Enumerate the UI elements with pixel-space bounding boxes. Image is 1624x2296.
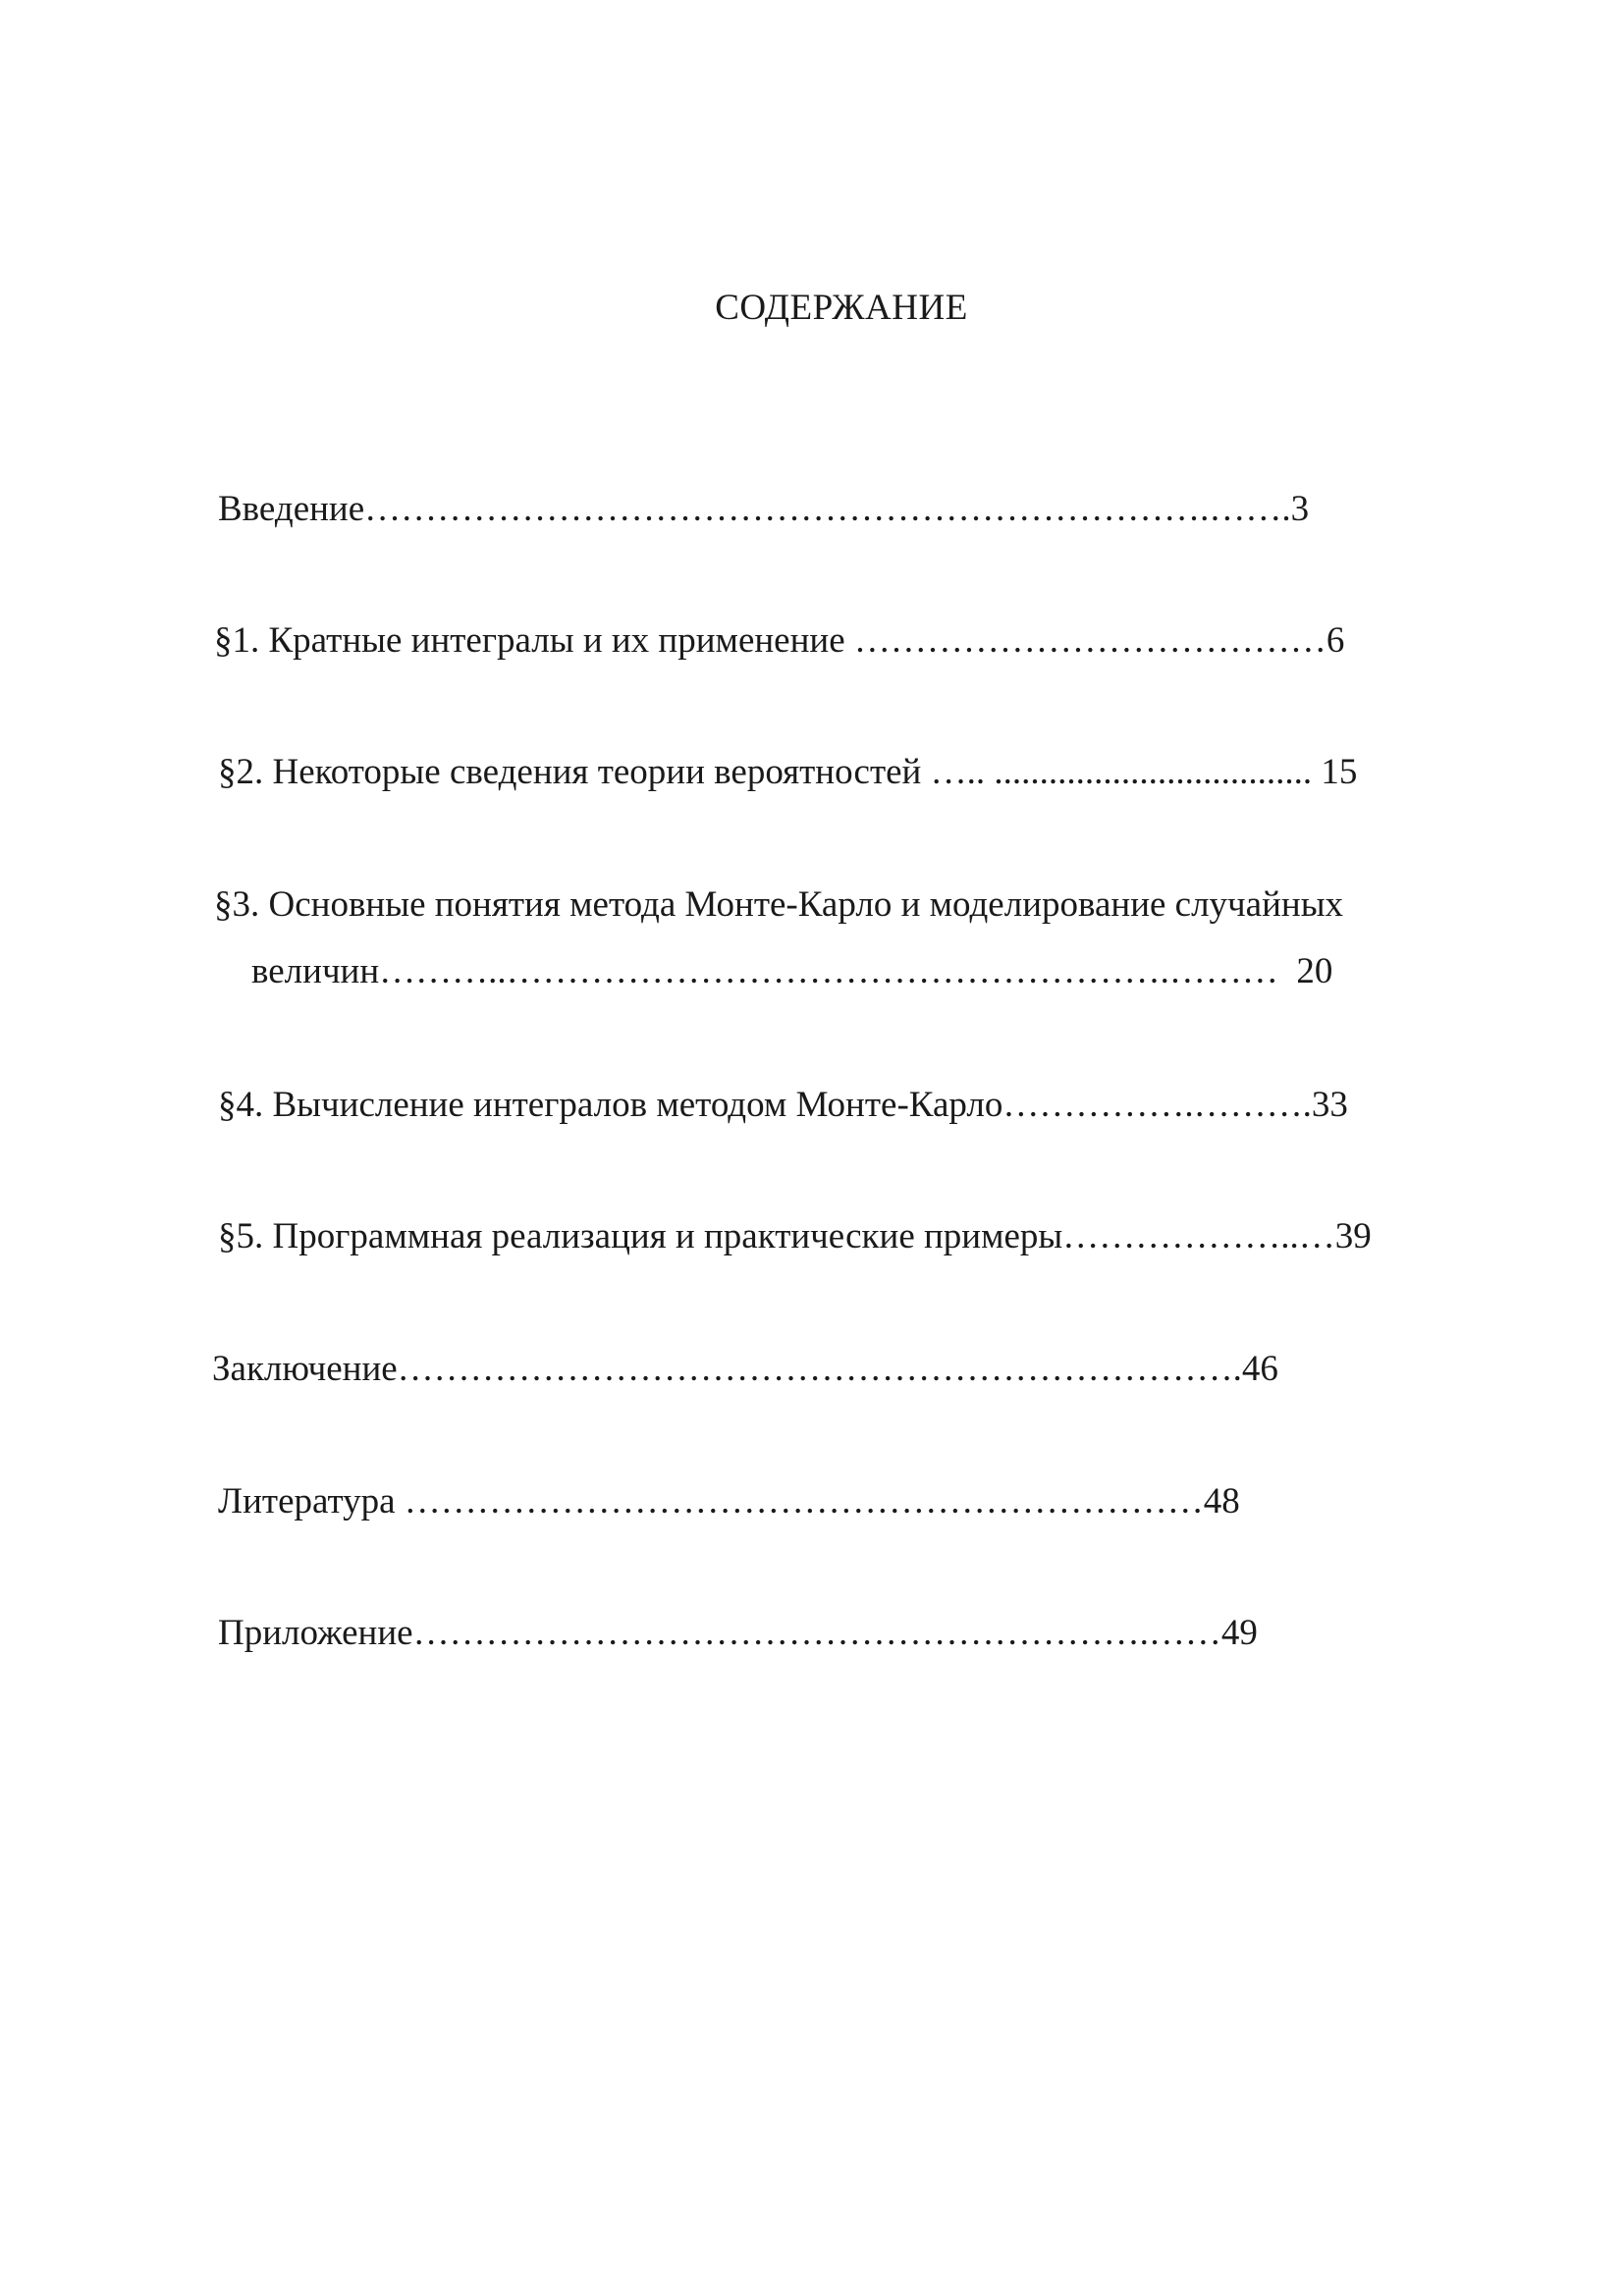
toc-entry-conclusion: Заключение…………………………………………………………….46: [212, 1349, 1278, 1389]
toc-entry-section-1: §1. Кратные интегралы и их применение …………………………………6: [214, 620, 1345, 661]
toc-entry-section-4: §4. Вычисление интегралов методом Монте-Карло…………….……….33: [218, 1085, 1348, 1125]
toc-entry-section-3-continued: величин………..……………………………………………….……… 20: [251, 951, 1333, 991]
toc-entry-appendix: Приложение…………………………………………………….……49: [218, 1613, 1258, 1653]
toc-entry-section-2: §2. Некоторые сведения теории вероятностей ….. ................................... 15: [218, 752, 1358, 792]
toc-entry-literature: Литература …………………………………………………………48: [218, 1481, 1240, 1522]
toc-entry-section-5: §5. Программная реализация и практические примеры………………..…39: [218, 1216, 1372, 1256]
toc-title: СОДЕРЖАНИЕ: [715, 288, 968, 328]
toc-entry-introduction: Введение…………………………………………………………….…….3: [218, 489, 1310, 529]
toc-entry-section-3: §3. Основные понятия метода Монте-Карло и моделирование случайных: [214, 884, 1344, 925]
